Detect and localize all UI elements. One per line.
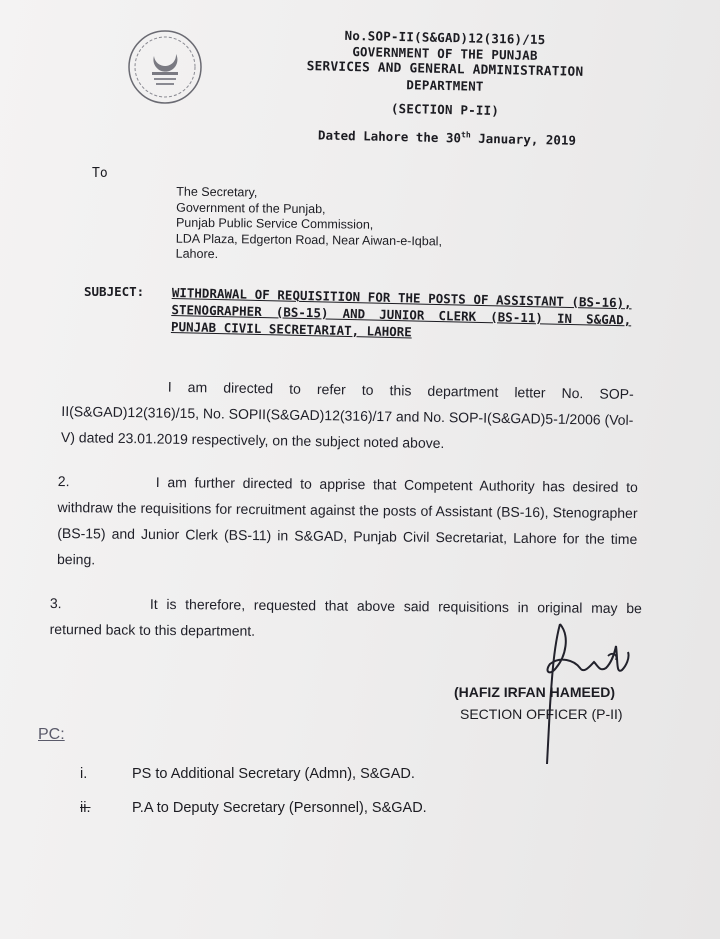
paragraph-3-number: 3. bbox=[49, 594, 62, 612]
government-name: GOVERNMENT OF THE PUNJAB bbox=[352, 44, 538, 63]
paragraph-2-text: I am further directed to apprise that Competent Authority has desired to withdraw the requisitions for recruitment against the posts of Assistant (BS-16), Stenographer (BS-15) and Junior Clerk (BS-11) in S&GAD, Punjab Civil Secretariat, Lahore for the time being. bbox=[56, 474, 638, 568]
paragraph-1: I am directed to refer to this department letter No. SOP-II(S&GAD)12(316)/15, No. SOPII(S&GAD)12(316)/17 and No. SOP-I(S&GAD)5-1/2006 (Vol-V) dated 23.01.2019 respectively, on the subject noted above. bbox=[60, 378, 634, 452]
list-item-number: ii. bbox=[80, 800, 91, 816]
punjab-government-emblem-icon bbox=[124, 26, 206, 108]
addressee-block bbox=[176, 185, 443, 265]
section-heading: (SECTION P-II) bbox=[390, 100, 500, 119]
list-item-text: PS to Additional Secretary (Admn), S&GAD. bbox=[132, 766, 415, 782]
list-item-number: i. bbox=[80, 766, 88, 782]
letter-number: No.SOP-II(S&GAD)12(316)/15 bbox=[344, 27, 546, 48]
paragraph-2-number: 2. bbox=[57, 472, 70, 490]
signatory-name: (HAFIZ IRFAN HAMEED) bbox=[454, 684, 615, 700]
addressee-line: Punjab Public Service Commission, bbox=[175, 215, 374, 232]
pc-label: PC: bbox=[38, 726, 65, 743]
paragraph-2 bbox=[57, 468, 638, 578]
signatory-designation: SECTION OFFICER (P-II) bbox=[460, 706, 623, 722]
paragraph-3-text: It is therefore, requested that above said requisitions in original may be returned back to this department. bbox=[49, 595, 642, 639]
department-line-1: SERVICES AND GENERAL ADMINISTRATION bbox=[306, 59, 584, 80]
subject-text: WITHDRAWAL OF REQUISITION FOR THE POSTS OF ASSISTANT (BS-16), STENOGRAPHER (BS-15) AND JUNIOR CLERK (BS-11) IN S&GAD, PUNJAB CIVIL SECRETARIAT, LAHORE bbox=[170, 284, 632, 340]
addressee-line: Government of the Punjab, bbox=[176, 200, 326, 216]
addressee-line: LDA Plaza, Edgerton Road, Near Aiwan-e-Iqbal, bbox=[175, 231, 443, 248]
department-line-2: DEPARTMENT bbox=[406, 77, 484, 94]
date-line: Dated Lahore the 30th January, 2019 bbox=[317, 127, 577, 148]
list-item-text: P.A to Deputy Secretary (Personnel), S&GAD. bbox=[132, 800, 427, 816]
addressee-line: Lahore. bbox=[175, 246, 219, 262]
addressee-line: The Secretary, bbox=[176, 184, 258, 200]
subject-label: SUBJECT: bbox=[84, 284, 145, 299]
to-label: To bbox=[92, 166, 108, 181]
